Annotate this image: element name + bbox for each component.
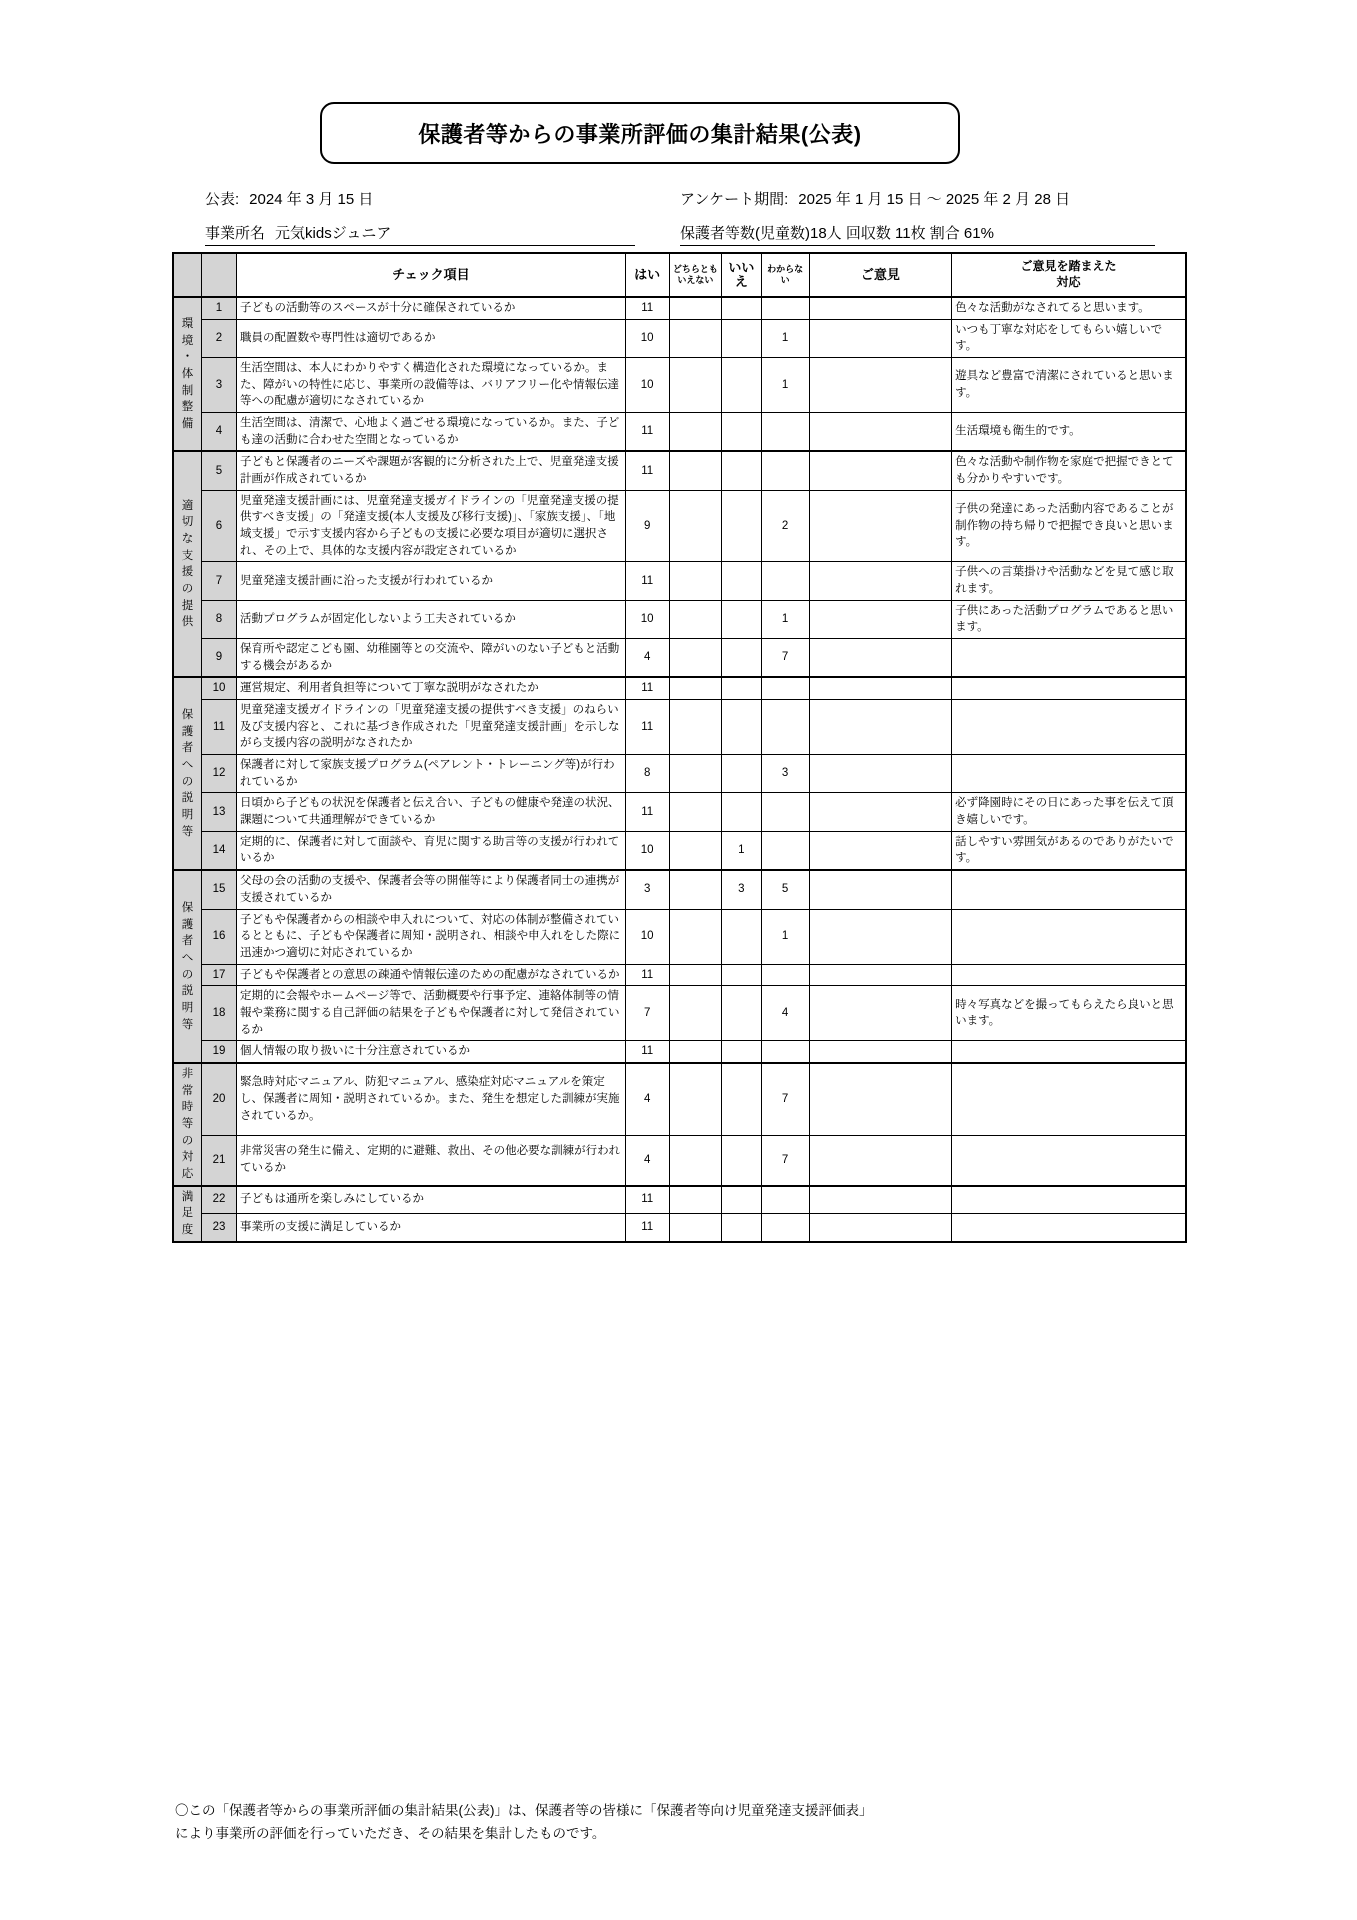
count-unknown-cell: 7 xyxy=(761,1063,809,1135)
count-neither-cell xyxy=(669,1186,722,1214)
meta-row-publication xyxy=(205,188,1205,210)
row-number-cell: 23 xyxy=(201,1214,236,1242)
check-item-cell: 生活空間は、清潔で、心地よく過ごせる環境になっているか。また、子ども達の活動に合わせた空間となっているか xyxy=(237,413,626,452)
opinion-cell xyxy=(809,793,951,831)
header-unknown: わからな い xyxy=(761,253,809,297)
category-label-cell: 非 常 時 等 の 対 応 xyxy=(173,1063,201,1186)
count-no-cell xyxy=(722,297,761,319)
response-cell xyxy=(952,1041,1186,1063)
count-unknown-cell: 7 xyxy=(761,639,809,678)
publication-date-field xyxy=(205,188,373,209)
header-no: いい え xyxy=(722,253,761,297)
survey-results-table xyxy=(172,252,1187,1243)
check-item-cell: 活動プログラムが固定化しないよう工夫されているか xyxy=(237,600,626,638)
header-response: ご意見を踏まえた 対応 xyxy=(952,253,1186,297)
check-item-cell: 子どもの活動等のスペースが十分に確保されているか xyxy=(237,297,626,319)
count-unknown-cell: 4 xyxy=(761,986,809,1041)
opinion-cell xyxy=(809,870,951,909)
count-no-cell xyxy=(722,639,761,678)
response-cell xyxy=(952,870,1186,909)
opinion-cell xyxy=(809,451,951,490)
count-neither-cell xyxy=(669,831,722,870)
count-unknown-cell: 2 xyxy=(761,490,809,562)
opinion-cell xyxy=(809,1063,951,1135)
count-no-cell xyxy=(722,964,761,986)
row-number-cell: 2 xyxy=(201,319,236,357)
count-neither-cell xyxy=(669,297,722,319)
table-row xyxy=(173,677,1186,699)
opinion-cell xyxy=(809,700,951,755)
opinion-cell xyxy=(809,358,951,413)
table-row xyxy=(173,413,1186,452)
publication-date-value: 2024 年 3 月 15 日 xyxy=(249,191,374,208)
check-item-cell: 職員の配置数や専門性は適切であるか xyxy=(237,319,626,357)
row-number-cell: 19 xyxy=(201,1041,236,1063)
response-cell: 必ず降園時にその日にあった事を伝えて頂き嬉しいです。 xyxy=(952,793,1186,831)
table-row xyxy=(173,964,1186,986)
table-row xyxy=(173,297,1186,319)
response-cell xyxy=(952,909,1186,964)
count-unknown-cell xyxy=(761,964,809,986)
count-unknown-cell: 5 xyxy=(761,870,809,909)
check-item-cell: 児童発達支援計画には、児童発達支援ガイドラインの「児童発達支援の提供すべき支援」の「発達支援(本人支援及び移行支援)」、「家族支援」、「地域支援」で示す支援内容から子どもの支援に必要な項目が適切に選択され、その上で、具体的な支援内容が設定されているか xyxy=(237,490,626,562)
check-item-cell: 子どもや保護者との意思の疎通や情報伝達のための配慮がなされているか xyxy=(237,964,626,986)
check-item-cell: 生活空間は、本人にわかりやすく構造化された環境になっているか。また、障がいの特性に応じ、事業所の設備等は、バリアフリー化や情報伝達等への配慮が適切になされているか xyxy=(237,358,626,413)
header-check-item: チェック項目 xyxy=(237,253,626,297)
document-title-container xyxy=(320,102,960,164)
check-item-cell: 個人情報の取り扱いに十分注意されているか xyxy=(237,1041,626,1063)
response-cell xyxy=(952,677,1186,699)
opinion-cell xyxy=(809,562,951,600)
count-unknown-cell xyxy=(761,1041,809,1063)
count-neither-cell xyxy=(669,870,722,909)
row-number-cell: 3 xyxy=(201,358,236,413)
row-number-cell: 21 xyxy=(201,1135,236,1186)
count-unknown-cell xyxy=(761,297,809,319)
check-item-cell: 運営規定、利用者負担等について丁寧な説明がなされたか xyxy=(237,677,626,699)
check-item-cell: 子どもや保護者からの相談や申入れについて、対応の体制が整備されているとともに、子どもや保護者に周知・説明され、相談や申入れをした際に迅速かつ適切に対応されているか xyxy=(237,909,626,964)
header-neither: どちらとも いえない xyxy=(669,253,722,297)
row-number-cell: 16 xyxy=(201,909,236,964)
title-rounded-box xyxy=(320,102,960,164)
opinion-cell xyxy=(809,964,951,986)
row-number-cell: 14 xyxy=(201,831,236,870)
table-row xyxy=(173,909,1186,964)
count-neither-cell xyxy=(669,1063,722,1135)
count-unknown-cell xyxy=(761,793,809,831)
count-neither-cell xyxy=(669,1041,722,1063)
count-unknown-cell xyxy=(761,413,809,452)
table-row xyxy=(173,319,1186,357)
opinion-cell xyxy=(809,909,951,964)
count-yes-cell: 11 xyxy=(625,562,669,600)
count-yes-cell: 7 xyxy=(625,986,669,1041)
count-no-cell xyxy=(722,562,761,600)
count-neither-cell xyxy=(669,413,722,452)
office-name-field xyxy=(205,222,635,246)
count-no-cell xyxy=(722,600,761,638)
response-cell xyxy=(952,639,1186,678)
table-row xyxy=(173,490,1186,562)
count-yes-cell: 10 xyxy=(625,909,669,964)
count-yes-cell: 10 xyxy=(625,358,669,413)
row-number-cell: 1 xyxy=(201,297,236,319)
count-no-cell xyxy=(722,755,761,793)
count-no-cell xyxy=(722,793,761,831)
count-no-cell xyxy=(722,1214,761,1242)
office-name-value: 元気kidsジュニア xyxy=(275,225,392,242)
publication-date-label: 公表: xyxy=(205,191,240,208)
table-row xyxy=(173,562,1186,600)
response-cell: 時々写真などを撮ってもらえたら良いと思います。 xyxy=(952,986,1186,1041)
table-row xyxy=(173,1041,1186,1063)
count-yes-cell: 11 xyxy=(625,1041,669,1063)
count-neither-cell xyxy=(669,358,722,413)
opinion-cell xyxy=(809,831,951,870)
count-no-cell xyxy=(722,413,761,452)
count-no-cell xyxy=(722,700,761,755)
table-row xyxy=(173,870,1186,909)
opinion-cell xyxy=(809,1214,951,1242)
table-row xyxy=(173,755,1186,793)
table-row xyxy=(173,793,1186,831)
check-item-cell: 日頃から子どもの状況を保護者と伝え合い、子どもの健康や発達の状況、課題について共通理解ができているか xyxy=(237,793,626,831)
count-yes-cell: 11 xyxy=(625,964,669,986)
row-number-cell: 12 xyxy=(201,755,236,793)
count-no-cell xyxy=(722,490,761,562)
count-no-cell xyxy=(722,1063,761,1135)
check-item-cell: 保護者に対して家族支援プログラム(ペアレント・トレーニング等)が行われているか xyxy=(237,755,626,793)
table-row xyxy=(173,639,1186,678)
opinion-cell xyxy=(809,1135,951,1186)
row-number-cell: 10 xyxy=(201,677,236,699)
count-yes-cell: 4 xyxy=(625,639,669,678)
response-cell xyxy=(952,1186,1186,1214)
check-item-cell: 保育所や認定こども園、幼稚園等との交流や、障がいのない子どもと活動する機会があるか xyxy=(237,639,626,678)
response-cell: 色々な活動がなされてると思います。 xyxy=(952,297,1186,319)
count-yes-cell: 11 xyxy=(625,700,669,755)
row-number-cell: 22 xyxy=(201,1186,236,1214)
count-neither-cell xyxy=(669,600,722,638)
opinion-cell xyxy=(809,297,951,319)
row-number-cell: 5 xyxy=(201,451,236,490)
table-row xyxy=(173,700,1186,755)
opinion-cell xyxy=(809,639,951,678)
count-unknown-cell: 7 xyxy=(761,1135,809,1186)
count-no-cell xyxy=(722,986,761,1041)
response-cell: 遊具など豊富で清潔にされていると思います。 xyxy=(952,358,1186,413)
opinion-cell xyxy=(809,600,951,638)
count-neither-cell xyxy=(669,319,722,357)
count-neither-cell xyxy=(669,964,722,986)
table-header-row xyxy=(173,253,1186,297)
category-label-cell: 環 境 ・ 体 制 整 備 xyxy=(173,297,201,451)
count-no-cell xyxy=(722,358,761,413)
table-row xyxy=(173,358,1186,413)
response-cell: 生活環境も衛生的です。 xyxy=(952,413,1186,452)
check-item-cell: 事業所の支援に満足しているか xyxy=(237,1214,626,1242)
header-number xyxy=(201,253,236,297)
opinion-cell xyxy=(809,319,951,357)
check-item-cell: 子どもと保護者のニーズや課題が客観的に分析された上で、児童発達支援計画が作成されているか xyxy=(237,451,626,490)
count-yes-cell: 11 xyxy=(625,451,669,490)
check-item-cell: 児童発達支援計画に沿った支援が行われているか xyxy=(237,562,626,600)
count-yes-cell: 11 xyxy=(625,793,669,831)
count-neither-cell xyxy=(669,639,722,678)
row-number-cell: 9 xyxy=(201,639,236,678)
count-no-cell xyxy=(722,451,761,490)
check-item-cell: 父母の会の活動の支援や、保護者会等の開催等により保護者同士の連携が支援されているか xyxy=(237,870,626,909)
meta-row-office xyxy=(205,222,1205,246)
row-number-cell: 4 xyxy=(201,413,236,452)
footer-note-line-2: により事業所の評価を行っていただき、その結果を集計したものです。 xyxy=(175,1825,606,1841)
count-yes-cell: 4 xyxy=(625,1135,669,1186)
table-row xyxy=(173,1063,1186,1135)
survey-period-label: アンケート期間: xyxy=(680,191,789,208)
table-row xyxy=(173,831,1186,870)
opinion-cell xyxy=(809,490,951,562)
count-neither-cell xyxy=(669,1214,722,1242)
count-unknown-cell xyxy=(761,451,809,490)
count-neither-cell xyxy=(669,562,722,600)
check-item-cell: 定期的に、保護者に対して面談や、育児に関する助言等の支援が行われているか xyxy=(237,831,626,870)
response-cell xyxy=(952,1063,1186,1135)
response-cell xyxy=(952,964,1186,986)
footer-note-line-1: 〇この「保護者等からの事業所評価の集計結果(公表)」は、保護者等の皆様に「保護者等向け児童発達支援評価表」 xyxy=(175,1803,873,1818)
table-row xyxy=(173,986,1186,1041)
count-yes-cell: 4 xyxy=(625,1063,669,1135)
respondent-counts-field xyxy=(680,222,1155,246)
count-unknown-cell: 1 xyxy=(761,600,809,638)
survey-table-container xyxy=(172,252,1187,1243)
table-body xyxy=(173,297,1186,1242)
row-number-cell: 17 xyxy=(201,964,236,986)
opinion-cell xyxy=(809,677,951,699)
check-item-cell: 非常災害の発生に備え、定期的に避難、救出、その他必要な訓練が行われているか xyxy=(237,1135,626,1186)
count-unknown-cell xyxy=(761,562,809,600)
count-unknown-cell xyxy=(761,1214,809,1242)
response-cell xyxy=(952,1135,1186,1186)
count-no-cell xyxy=(722,909,761,964)
response-cell: 子供にあった活動プログラムであると思います。 xyxy=(952,600,1186,638)
survey-period-value: 2025 年 1 月 15 日 ～ 2025 年 2 月 28 日 xyxy=(798,191,1071,208)
check-item-cell: 児童発達支援ガイドラインの「児童発達支援の提供すべき支援」のねらい及び支援内容と、これに基づき作成された「児童発達支援計画」を示しながら支援内容の説明がなされたか xyxy=(237,700,626,755)
opinion-cell xyxy=(809,1041,951,1063)
response-cell: 子供への言葉掛けや活動などを見て感じ取れます。 xyxy=(952,562,1186,600)
opinion-cell xyxy=(809,1186,951,1214)
count-no-cell xyxy=(722,1041,761,1063)
count-yes-cell: 10 xyxy=(625,831,669,870)
row-number-cell: 6 xyxy=(201,490,236,562)
header-yes: はい xyxy=(625,253,669,297)
row-number-cell: 20 xyxy=(201,1063,236,1135)
survey-period-field xyxy=(680,188,1070,209)
count-neither-cell xyxy=(669,490,722,562)
count-neither-cell xyxy=(669,700,722,755)
count-unknown-cell xyxy=(761,831,809,870)
check-item-cell: 緊急時対応マニュアル、防犯マニュアル、感染症対応マニュアルを策定し、保護者に周知・説明されているか。また、発生を想定した訓練が実施されているか。 xyxy=(237,1063,626,1135)
respondent-counts-value: 保護者等数(児童数)18人 回収数 11枚 割合 61% xyxy=(680,225,994,242)
count-neither-cell xyxy=(669,451,722,490)
table-row xyxy=(173,600,1186,638)
count-yes-cell: 11 xyxy=(625,297,669,319)
count-yes-cell: 11 xyxy=(625,1214,669,1242)
table-header xyxy=(173,253,1186,297)
office-name-label: 事業所名 xyxy=(205,225,266,242)
check-item-cell: 定期的に会報やホームページ等で、活動概要や行事予定、連絡体制等の情報や業務に関する自己評価の結果を子どもや保護者に対して発信されているか xyxy=(237,986,626,1041)
category-label-cell: 保 護 者 へ の 説 明 等 xyxy=(173,870,201,1063)
count-yes-cell: 9 xyxy=(625,490,669,562)
count-neither-cell xyxy=(669,1135,722,1186)
count-no-cell: 3 xyxy=(722,870,761,909)
count-unknown-cell: 1 xyxy=(761,319,809,357)
count-unknown-cell: 1 xyxy=(761,909,809,964)
count-no-cell xyxy=(722,1135,761,1186)
count-neither-cell xyxy=(669,793,722,831)
count-yes-cell: 11 xyxy=(625,413,669,452)
count-yes-cell: 11 xyxy=(625,677,669,699)
response-cell: 子供の発達にあった活動内容であることが制作物の持ち帰りで把握でき良いと思います。 xyxy=(952,490,1186,562)
table-row xyxy=(173,451,1186,490)
count-no-cell: 1 xyxy=(722,831,761,870)
opinion-cell xyxy=(809,413,951,452)
row-number-cell: 18 xyxy=(201,986,236,1041)
count-yes-cell: 8 xyxy=(625,755,669,793)
row-number-cell: 15 xyxy=(201,870,236,909)
category-label-cell: 満 足 度 xyxy=(173,1186,201,1242)
opinion-cell xyxy=(809,755,951,793)
table-row xyxy=(173,1186,1186,1214)
count-yes-cell: 11 xyxy=(625,1186,669,1214)
response-cell xyxy=(952,700,1186,755)
count-unknown-cell: 3 xyxy=(761,755,809,793)
count-yes-cell: 3 xyxy=(625,870,669,909)
page-title: 保護者等からの事業所評価の集計結果(公表) xyxy=(418,121,862,147)
count-no-cell xyxy=(722,1186,761,1214)
header-category xyxy=(173,253,201,297)
row-number-cell: 8 xyxy=(201,600,236,638)
row-number-cell: 11 xyxy=(201,700,236,755)
count-no-cell xyxy=(722,677,761,699)
category-label-cell: 適 切 な 支 援 の 提 供 xyxy=(173,451,201,677)
response-cell xyxy=(952,1214,1186,1242)
response-cell: 色々な活動や制作物を家庭で把握できとても分かりやすいです。 xyxy=(952,451,1186,490)
response-cell xyxy=(952,755,1186,793)
row-number-cell: 13 xyxy=(201,793,236,831)
row-number-cell: 7 xyxy=(201,562,236,600)
count-neither-cell xyxy=(669,909,722,964)
count-unknown-cell xyxy=(761,1186,809,1214)
count-neither-cell xyxy=(669,755,722,793)
opinion-cell xyxy=(809,986,951,1041)
response-cell: いつも丁寧な対応をしてもらい嬉しいです。 xyxy=(952,319,1186,357)
table-row xyxy=(173,1135,1186,1186)
check-item-cell: 子どもは通所を楽しみにしているか xyxy=(237,1186,626,1214)
category-label-cell: 保 護 者 へ の 説 明 等 xyxy=(173,677,201,870)
table-row xyxy=(173,1214,1186,1242)
count-unknown-cell: 1 xyxy=(761,358,809,413)
count-unknown-cell xyxy=(761,700,809,755)
count-neither-cell xyxy=(669,677,722,699)
count-unknown-cell xyxy=(761,677,809,699)
footer-note xyxy=(175,1800,1205,1846)
count-yes-cell: 10 xyxy=(625,600,669,638)
count-no-cell xyxy=(722,319,761,357)
count-yes-cell: 10 xyxy=(625,319,669,357)
response-cell: 話しやすい雰囲気があるのでありがたいです。 xyxy=(952,831,1186,870)
count-neither-cell xyxy=(669,986,722,1041)
header-opinion: ご意見 xyxy=(809,253,951,297)
